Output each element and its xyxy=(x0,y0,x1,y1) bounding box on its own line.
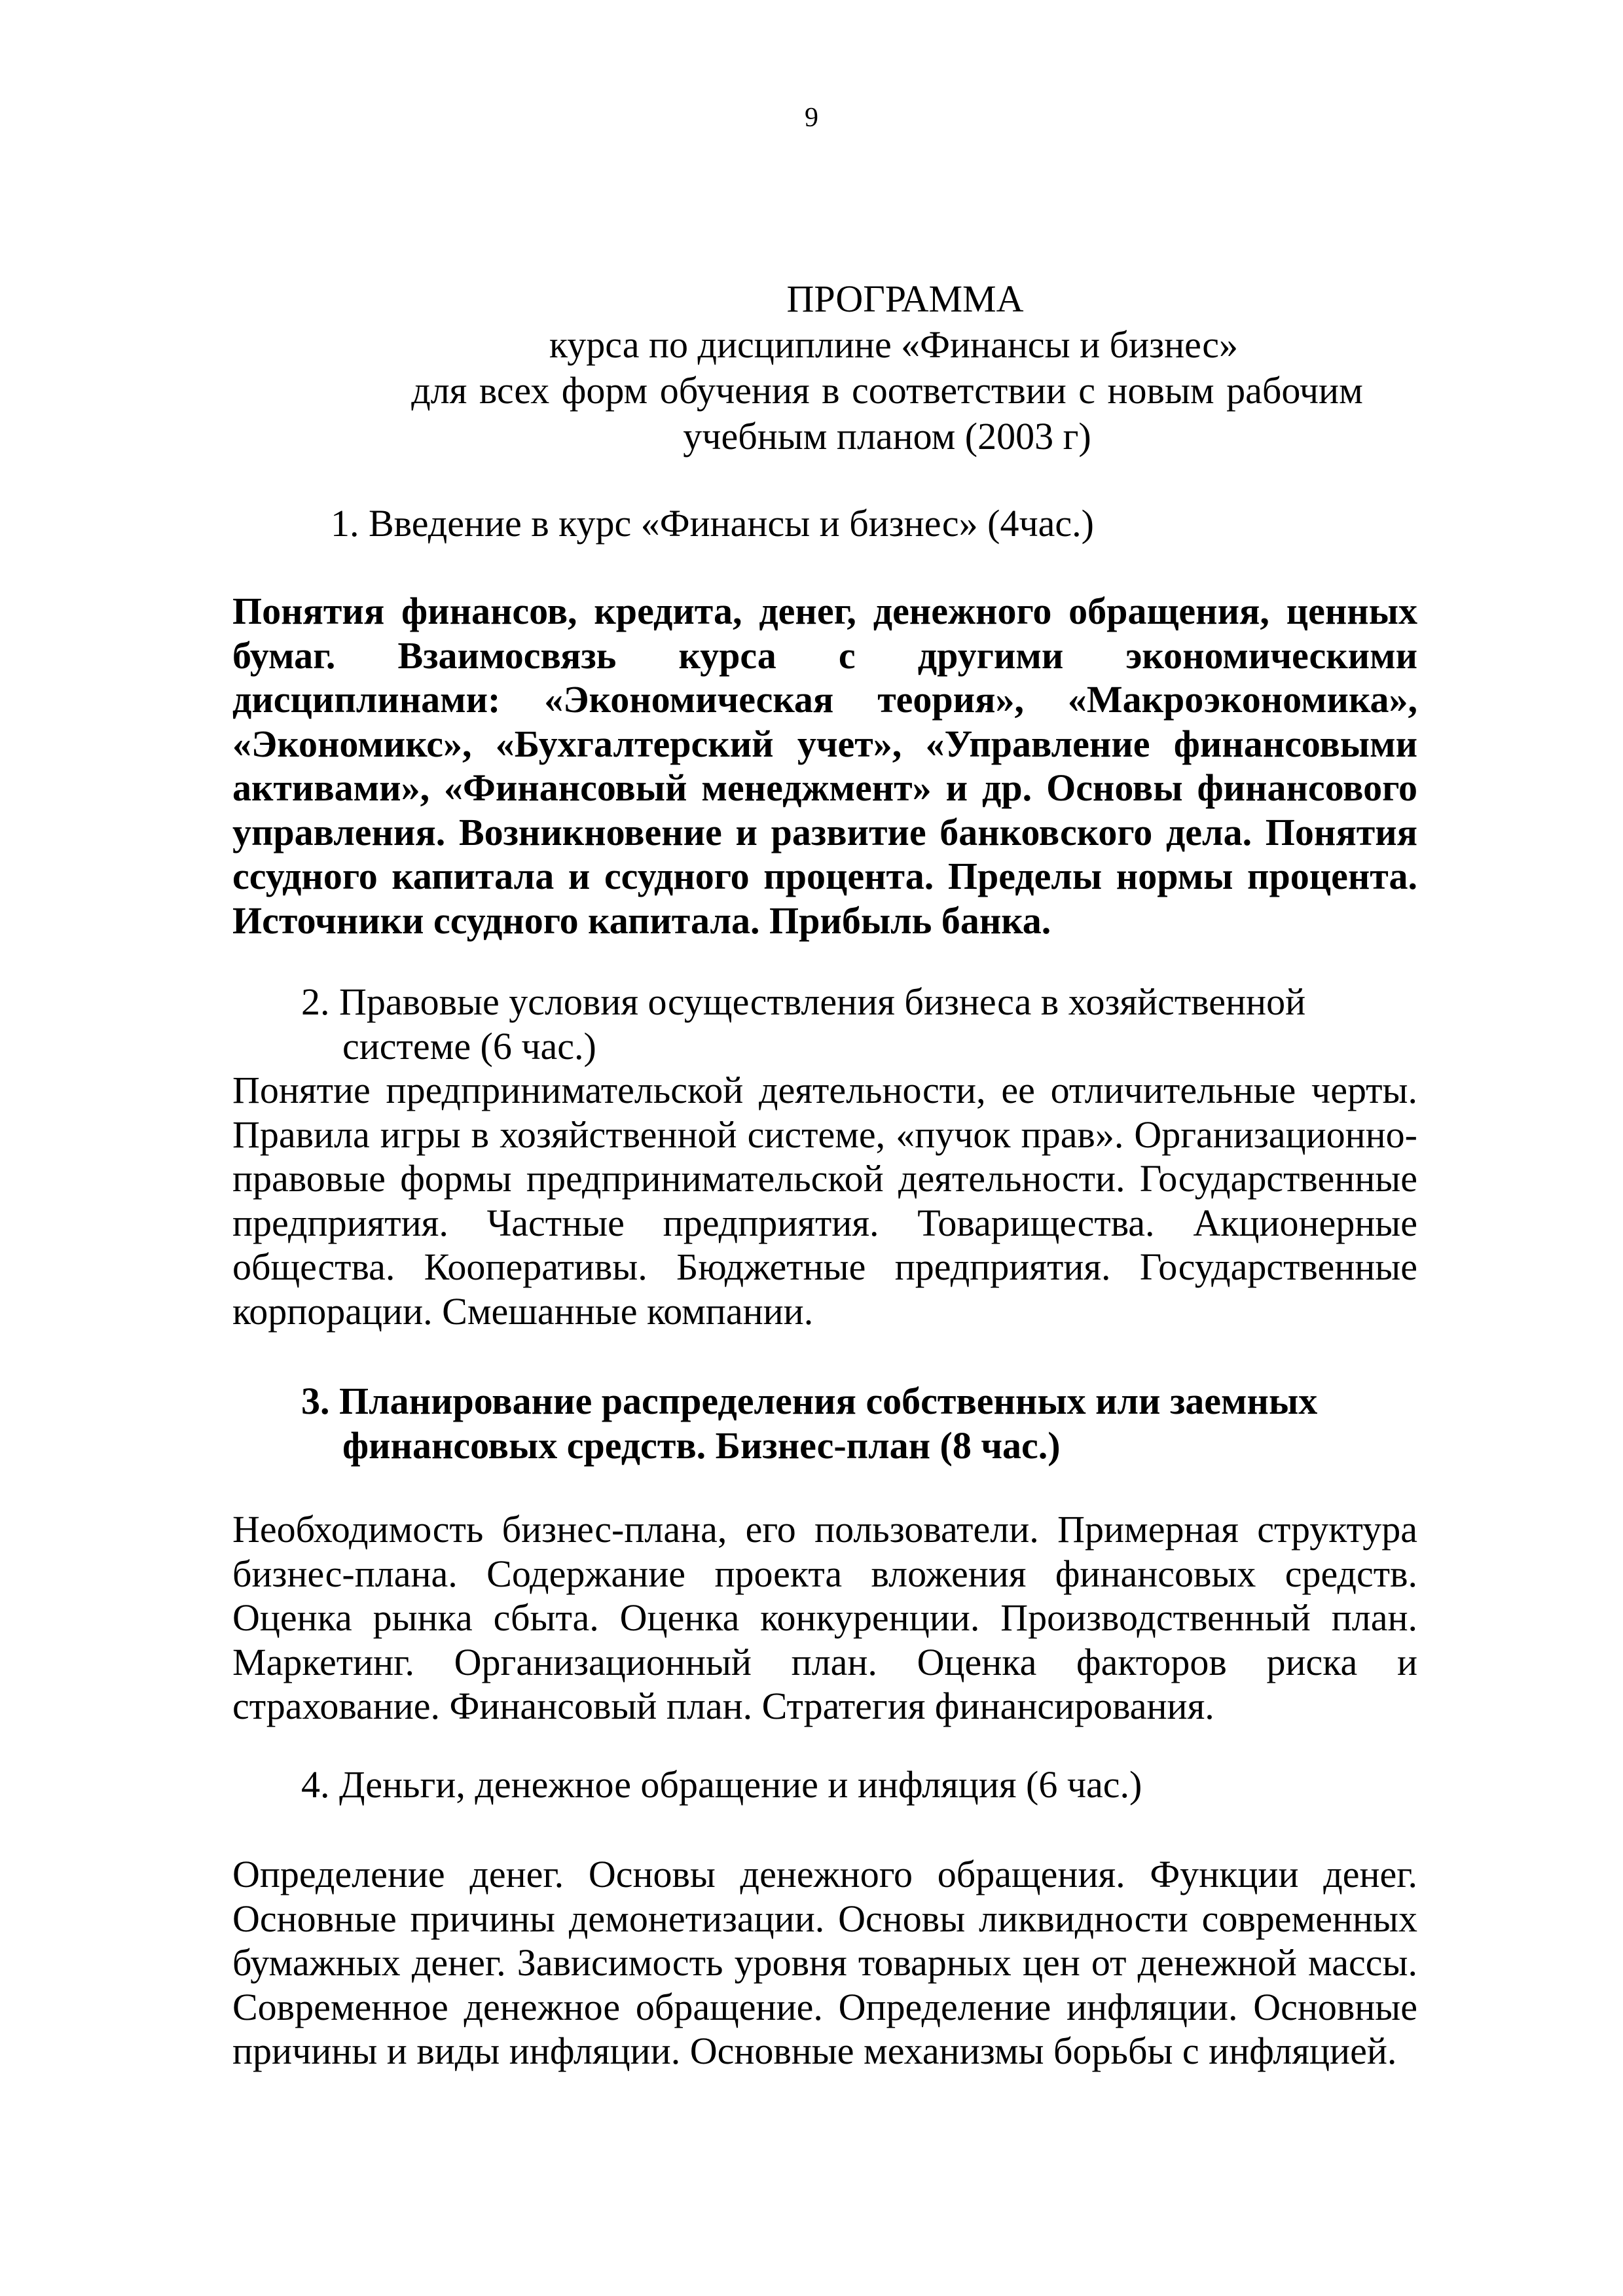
page-number: 9 xyxy=(805,103,818,133)
section-1-heading: 1. Введение в курс «Финансы и бизнес» (4час.) xyxy=(331,502,1094,545)
program-subtitle-line-1: курса по дисциплине «Финансы и бизнес» xyxy=(549,323,1239,366)
section-4-heading: 4. Деньги, денежное обращение и инфляция (6 час.) xyxy=(301,1763,1142,1806)
section-1-body: Понятия финансов, кредита, денег, денежного обращения, ценных бумаг. Взаимосвязь курса с другими экономическими дисциплинами: «Экономическая теория», «Макроэкономика», «Экономикс», «Бухгалтерский учет», «Управление финансовыми активами», «Финансовый менеджмент» и др. Основы финансового управления. Возникновение и развитие банковского дела. Понятия ссудного капитала и ссудного процента. Пределы нормы процента. Источники ссудного капитала. Прибыль банка. xyxy=(232,590,1417,942)
section-2-heading xyxy=(232,980,1486,1068)
program-title-block xyxy=(232,276,1417,459)
section-4-body: Определение денег. Основы денежного обращения. Функции денег. Основные причины демонетизации. Основы ликвидности современных бумажных денег. Зависимость уровня товарных цен от денежной массы. Современное денежное обращение. Определение инфляции. Основные причины и виды инфляции. Основные механизмы борьбы с инфляцией. xyxy=(232,1853,1417,2072)
section-3-heading-line-1: 3. Планирование распределения собственных или заемных xyxy=(301,1380,1318,1422)
section-3-heading xyxy=(232,1379,1486,1467)
section-3-body: Необходимость бизнес-плана, его пользователи. Примерная структура бизнес-плана. Содержание проекта вложения финансовых средств. Оценка рынка сбыта. Оценка конкуренции. Производственный план. Маркетинг. Организационный план. Оценка факторов риска и страхование. Финансовый план. Стратегия финансирования. xyxy=(232,1508,1417,1727)
section-2-heading-line-1: 2. Правовые условия осуществления бизнеса в хозяйственной xyxy=(301,980,1306,1023)
section-3-heading-line-2: финансовых средств. Бизнес-план (8 час.) xyxy=(342,1424,1061,1467)
section-2-body: Понятие предпринимательской деятельности, ее отличительные черты. Правила игры в хозяйственной системе, «пучок прав». Организационно-правовые формы предпринимательской деятельности. Государственные предприятия. Частные предприятия. Товарищества. Акционерные общества. Кооперативы. Бюджетные предприятия. Государственные корпорации. Смешанные компании. xyxy=(232,1069,1417,1333)
program-subtitle-line-3: учебным планом (2003 г) xyxy=(683,415,1091,457)
program-subtitle-line-2: для всех форм обучения в соответствии с новым рабочим xyxy=(411,369,1363,412)
program-title: ПРОГРАММА xyxy=(786,278,1024,320)
section-2-heading-line-2: системе (6 час.) xyxy=(342,1024,596,1067)
